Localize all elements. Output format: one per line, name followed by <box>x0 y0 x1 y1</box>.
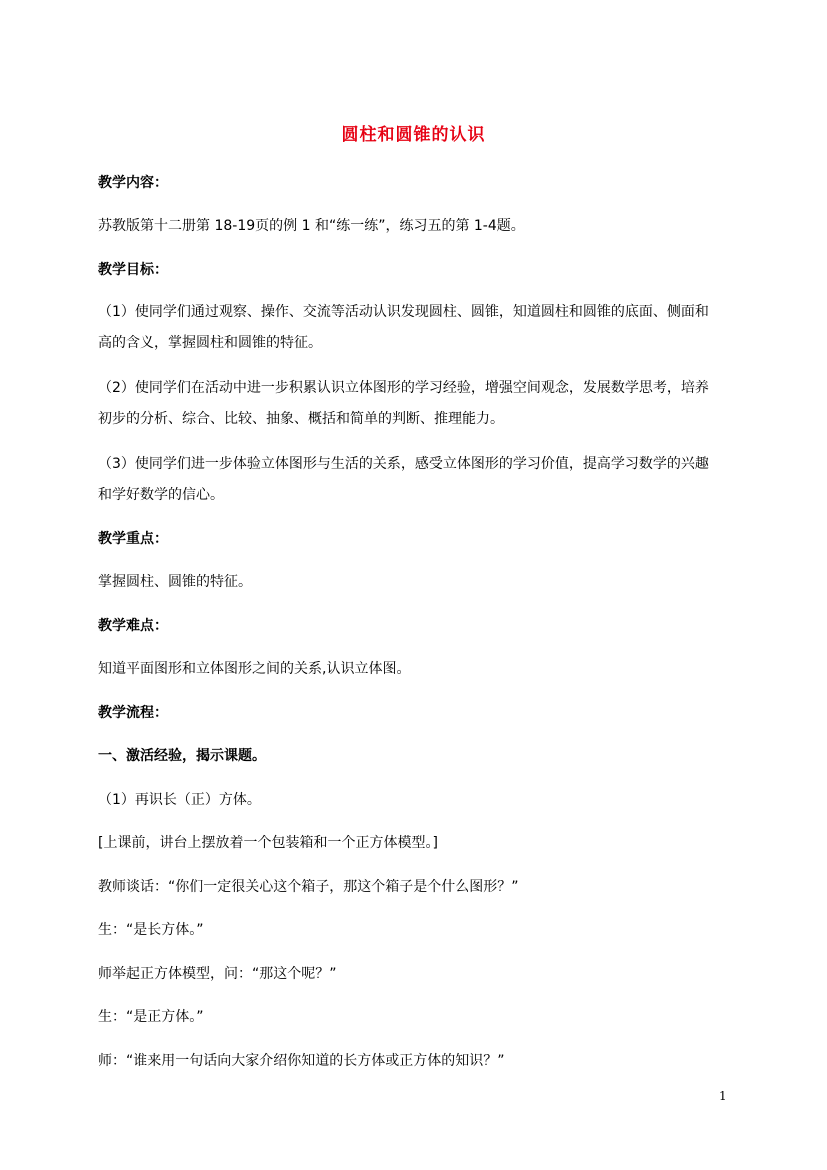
dialog-line-3: 师举起正方体模型，问：“那这个呢？” <box>98 966 337 982</box>
page-number: 1 <box>719 1089 727 1103</box>
difficulty-heading: 教学难点： <box>98 618 168 634</box>
goal-2-line-2: 初步的分析、综合、比较、抽象、概括和简单的判断、推理能力。 <box>98 411 504 427</box>
difficulty-text: 知道平面图形和立体图形之间的关系,认识立体图。 <box>98 661 411 677</box>
teaching-content-text: 苏教版第十二册第 18-19页的例 1 和“练一练”，练习五的第 1-4题。 <box>98 218 525 234</box>
goal-2-line-1: （2）使同学们在活动中进一步积累认识立体图形的学习经验，增强空间观念，发展数学思考，培养 <box>98 380 709 396</box>
goal-3-line-2: 和学好数学的信心。 <box>98 487 224 503</box>
key-point-heading: 教学重点： <box>98 531 168 547</box>
step-1-note: [上课前，讲台上摆放着一个包装箱和一个正方体模型。] <box>98 835 438 851</box>
goal-1-line-2: 高的含义，掌握圆柱和圆锥的特征。 <box>98 335 322 351</box>
teaching-content-heading: 教学内容： <box>98 175 168 191</box>
document-title: 圆柱和圆锥的认识 <box>341 125 486 145</box>
dialog-line-2: 生：“是长方体。” <box>98 922 204 938</box>
process-heading: 教学流程： <box>98 705 168 721</box>
key-point-text: 掌握圆柱、圆锥的特征。 <box>98 574 252 590</box>
dialog-line-5: 师：“谁来用一句话向大家介绍你知道的长方体或正方体的知识？” <box>98 1053 505 1069</box>
dialog-line-1: 教师谈话：“你们一定很关心这个箱子，那这个箱子是个什么图形？” <box>98 879 519 895</box>
teaching-goals-heading: 教学目标： <box>98 262 168 278</box>
step-1-heading: 一、激活经验，揭示课题。 <box>98 748 266 764</box>
dialog-line-4: 生：“是正方体。” <box>98 1009 204 1025</box>
goal-3-line-1: （3）使同学们进一步体验立体图形与生活的关系，感受立体图形的学习价值，提高学习数学的兴趣 <box>98 456 709 472</box>
step-1-subheading: （1）再识长（正）方体。 <box>98 792 261 808</box>
goal-1-line-1: （1）使同学们通过观察、操作、交流等活动认识发现圆柱、圆锥，知道圆柱和圆锥的底面、侧面和 <box>98 304 709 320</box>
